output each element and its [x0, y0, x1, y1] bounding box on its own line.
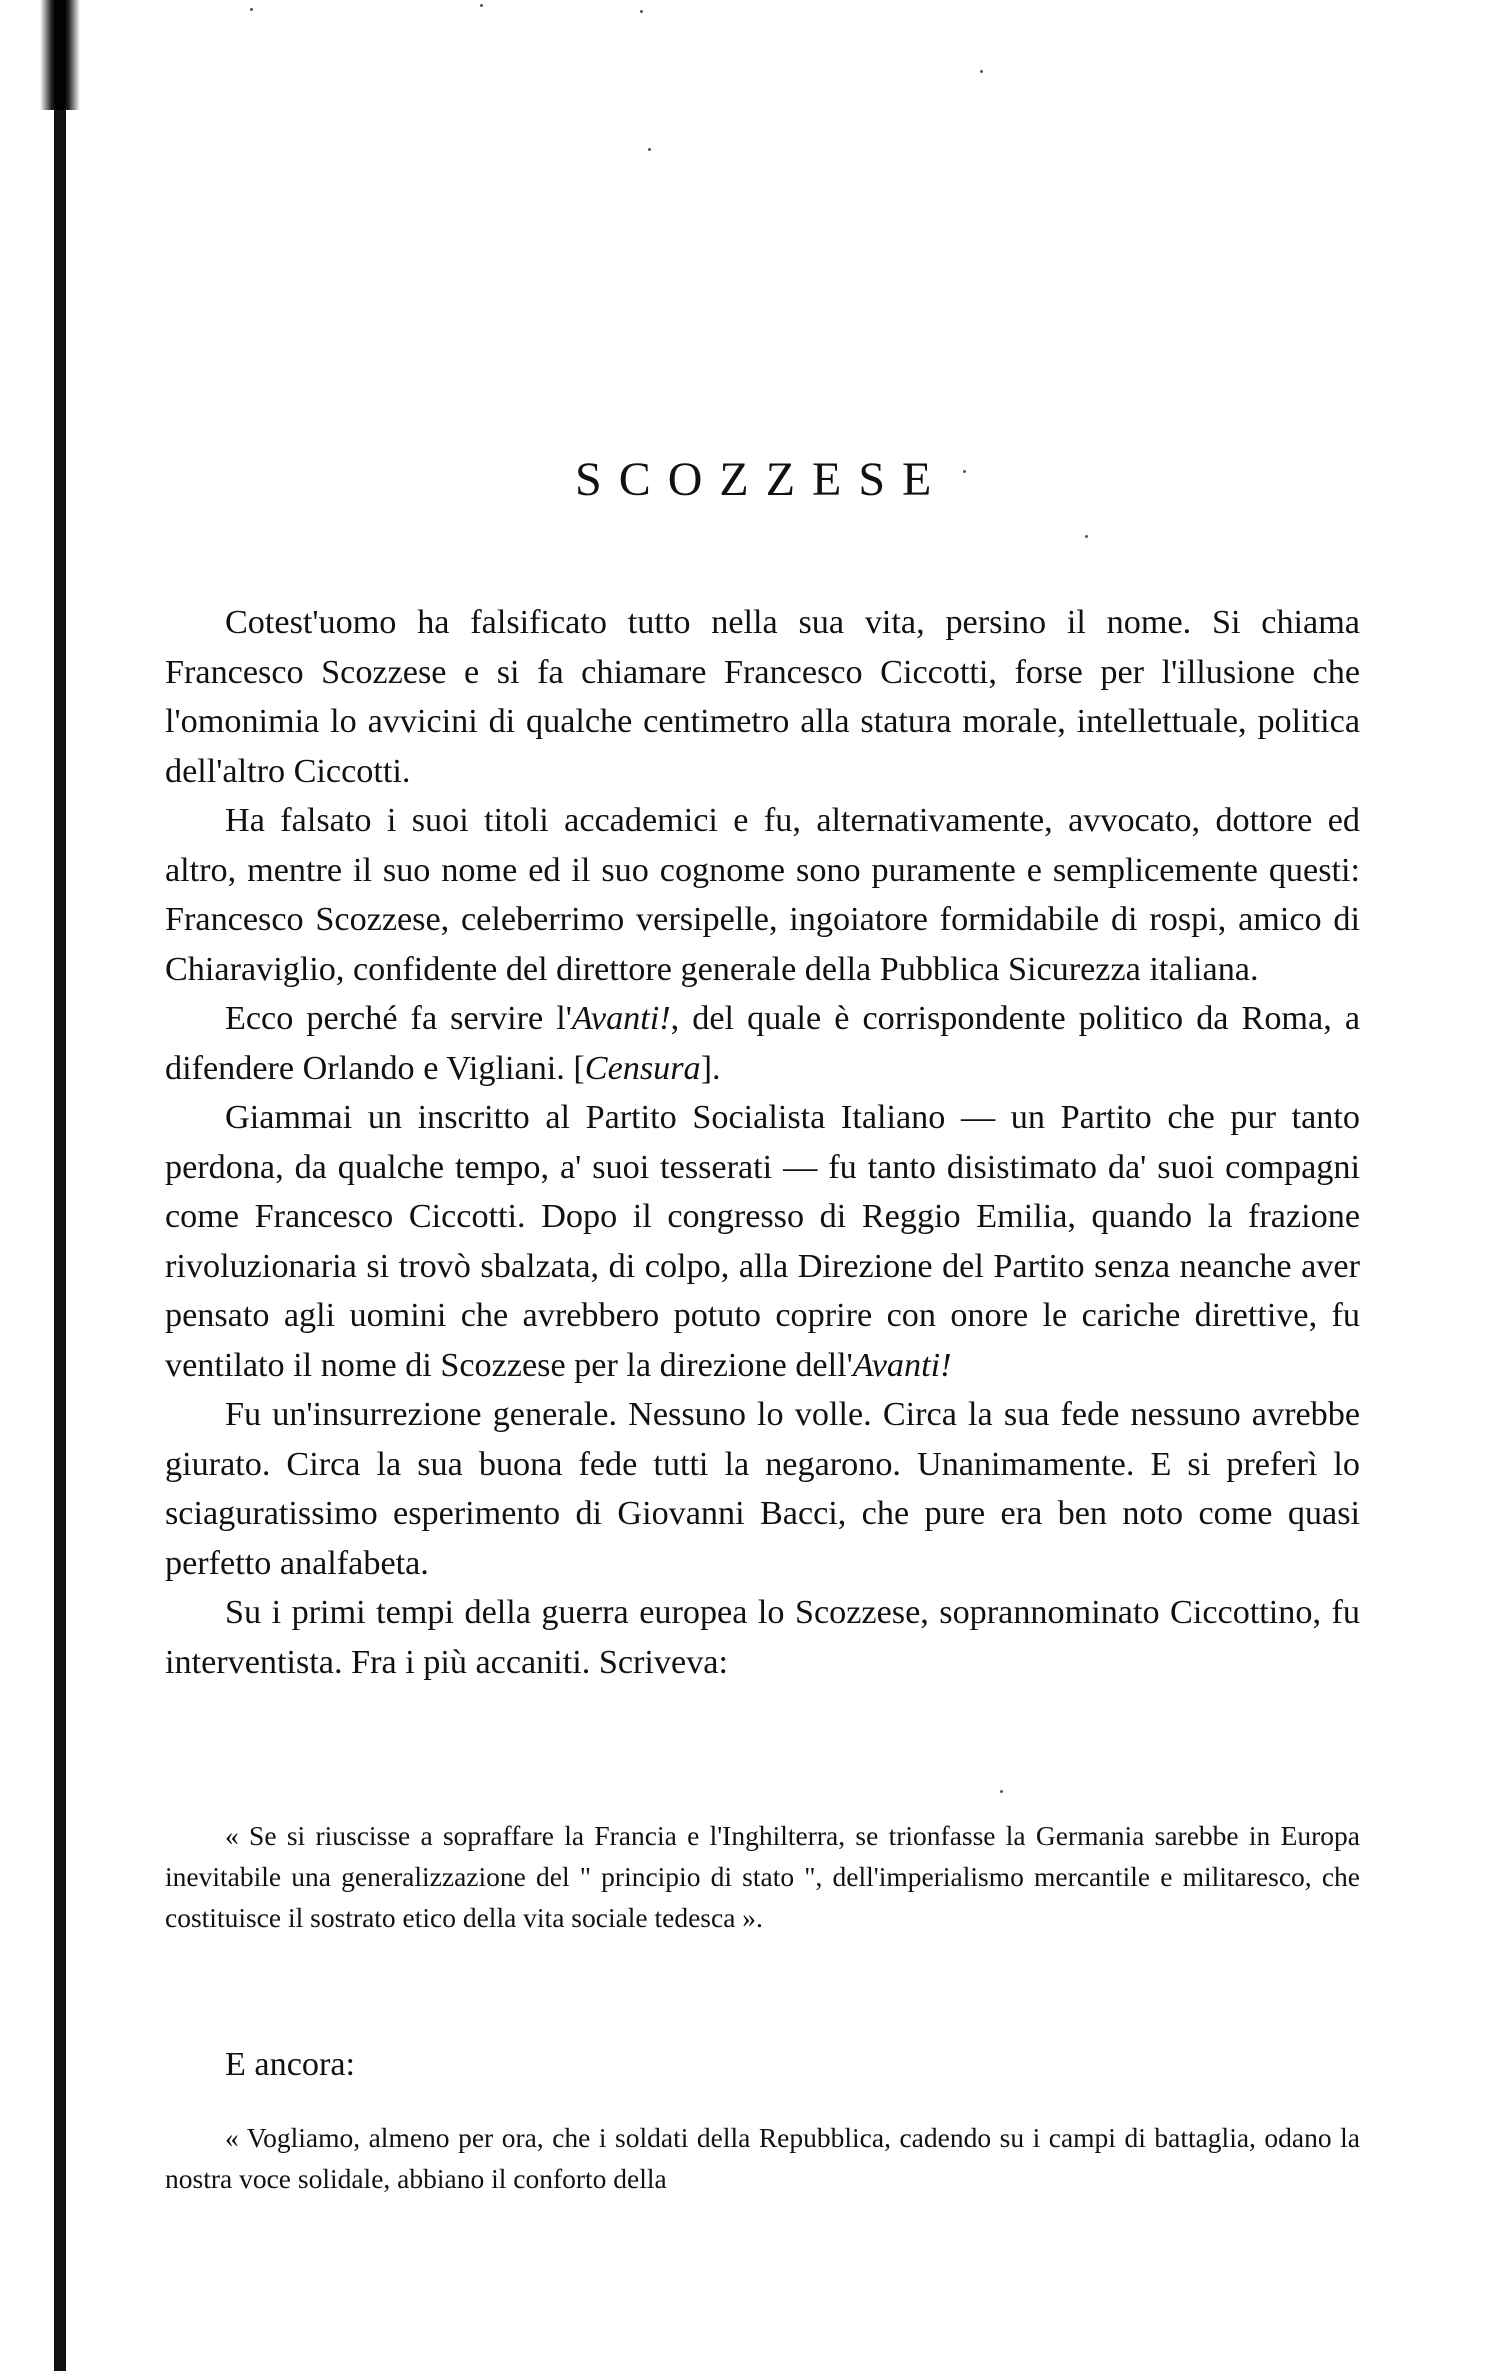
- print-speck: [640, 10, 643, 13]
- page-title: SCOZZESE: [575, 453, 949, 506]
- paragraph: Cotest'uomo ha falsificato tutto nella sua vita, persino il nome. Si chiama Francesco Scozzese e si fa chiamare Francesco Ciccotti, forse per l'illusione che l'omonimia lo avvicini di qualche centimetro alla statura morale, intellettuale, politica dell'altro Ciccotti.: [165, 604, 1360, 790]
- block-quote: [165, 1815, 1360, 1938]
- main-text: [165, 598, 1360, 1687]
- text-run: Ecco perché fa servire l': [225, 1000, 572, 1037]
- paragraph: Su i primi tempi della guerra europea lo Scozzese, soprannominato Ciccottino, fu interventista. Fra i più accaniti. Scriveva:: [165, 1594, 1360, 1681]
- censorship-note: Censura: [584, 1049, 701, 1087]
- text-run: , del quale è corrispondente politico da Roma, a difendere Orlando e Vigliani. [: [165, 1000, 1360, 1087]
- print-speck: [980, 70, 983, 73]
- paragraph: [165, 1093, 1360, 1390]
- print-speck: [480, 4, 483, 7]
- paragraph: [165, 994, 1360, 1093]
- print-speck: [1000, 1790, 1003, 1793]
- quote-text: « Vogliamo, almeno per ora, che i soldati della Repubblica, cadendo su i campi di battaglia, odano la nostra voce solidale, abbiano il conforto della: [165, 2122, 1360, 2194]
- transition-line: E ancora:: [225, 2046, 356, 2083]
- paragraph: Fu un'insurrezione generale. Nessuno lo volle. Circa la sua fede nessuno avrebbe giurato. Circa la sua buona fede tutti la negarono. Unanimamente. E si preferì lo sciaguratissimo esperimento di Giovanni Bacci, che pure era ben noto come quasi perfetto analfabeta.: [165, 1396, 1360, 1582]
- print-speck: [963, 470, 966, 473]
- quote-text: « Se si riuscisse a sopraffare la Francia e l'Inghilterra, se trionfasse la Germania sarebbe in Europa inevitabile una generalizzazione del " principio di stato ", dell'imperialismo mercantile e militaresco, che costituisce il sostrato etico della vita sociale tedesca ».: [165, 1820, 1360, 1933]
- text-run: Giammai un inscritto al Partito Socialista Italiano — un Partito che pur tanto perdona, da qualche tempo, a' suoi tesserati — fu tanto disistimato da' suoi compagni come Francesco Ciccotti. Dopo il congresso di Reggio Emilia, quando la frazione rivoluzionaria si trovò sbalzata, di colpo, alla Direzione del Partito senza neanche aver pensato agli uomini che avrebbero potuto coprire con onore le cariche direttive, fu ventilato il nome di Scozzese per la direzione dell': [165, 1099, 1360, 1384]
- paragraph: Ha falsato i suoi titoli accademici e fu, alternativamente, avvocato, dottore ed altro, mentre il suo nome ed il suo cognome sono puramente e semplicemente questi: Francesco Scozzese, celeberrimo versipelle, ingoiatore formidabile di rospi, amico di Chiaraviglio, confidente del direttore generale della Pubblica Sicurezza italiana.: [165, 802, 1360, 988]
- page-binding-edge: [54, 0, 66, 2371]
- print-speck: [1085, 535, 1088, 538]
- print-speck: [648, 148, 651, 151]
- binding-shadow: [40, 0, 80, 110]
- block-quote: [165, 2117, 1360, 2199]
- text-run: ].: [700, 1049, 721, 1087]
- newspaper-title: Avanti!: [571, 1000, 671, 1037]
- newspaper-title: Avanti!: [852, 1346, 952, 1384]
- print-speck: [250, 8, 253, 11]
